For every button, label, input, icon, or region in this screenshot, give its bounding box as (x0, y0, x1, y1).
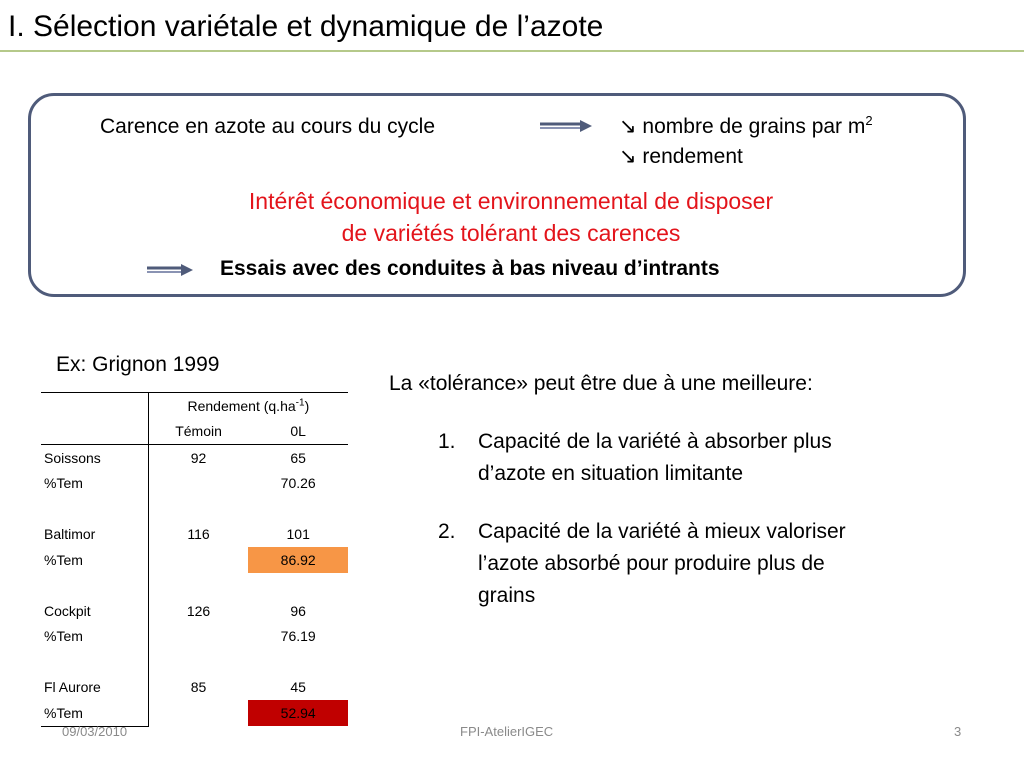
table-row: Soissons 92 65 (41, 445, 348, 471)
table-row: Cockpit 126 96 (41, 598, 348, 624)
table-row: %Tem 52.94 (41, 700, 348, 726)
table-row (41, 496, 348, 522)
header-group: Rendement $(q.ha^{-1})$ (148, 393, 348, 419)
list-item: 2. Capacité de la variété à mieux valoriser l’azote absorbé pour produire plus de grains (438, 516, 958, 614)
example-label: Ex: Grignon 1999 (56, 353, 220, 376)
highlight-cell-red: 52.94 (248, 700, 348, 726)
footer-center: FPI-AtelierIGEC (460, 724, 554, 739)
effect-grains-text: ↘ nombre de grains par m (619, 115, 866, 138)
table-row: %Tem 76.19 (41, 624, 348, 650)
effect-grains (619, 114, 873, 140)
footer-date: 09/03/2010 (62, 724, 128, 739)
table-row (41, 573, 348, 599)
table-row: %Tem 70.26 (41, 471, 348, 497)
title-divider (0, 50, 1024, 52)
list-item: 1. Capacité de la variété à absorber plus d’azote en situation limitante (438, 426, 958, 492)
slide-title: I. Sélection variétale et dynamique de l’azote (8, 10, 604, 43)
page-number: 3 (954, 724, 962, 739)
right-arrow-icon (147, 263, 193, 277)
list-number: 2. (438, 520, 456, 543)
list-number: 1. (438, 430, 456, 453)
header-0l: 0L (248, 419, 348, 445)
table-row: Baltimor 116 101 (41, 522, 348, 548)
table-row: Fl Aurore 85 45 (41, 675, 348, 701)
effect-yield: ↘ rendement (619, 145, 743, 168)
right-arrow-icon (540, 119, 592, 133)
header-temoin: Témoin (148, 419, 248, 445)
yield-table (41, 392, 348, 727)
tolerance-intro: La «tolérance» peut être due à une meilleure: (389, 372, 813, 395)
highlight-cell-orange: 86.92 (248, 547, 348, 573)
table-row: %Tem 86.92 (41, 547, 348, 573)
interest-line-2: de variétés tolérant des carences (341, 220, 681, 246)
effect-grains-sup: 2 (865, 113, 873, 128)
table-row (41, 649, 348, 675)
cause-text: Carence en azote au cours du cycle (100, 115, 436, 138)
conclusion-text: Essais avec des conduites à bas niveau d’intrants (220, 257, 720, 280)
interest-line-1: Intérêt économique et environnemental de disposer (248, 188, 774, 214)
table-subheader-row (41, 419, 348, 445)
table-header-row (41, 393, 348, 419)
